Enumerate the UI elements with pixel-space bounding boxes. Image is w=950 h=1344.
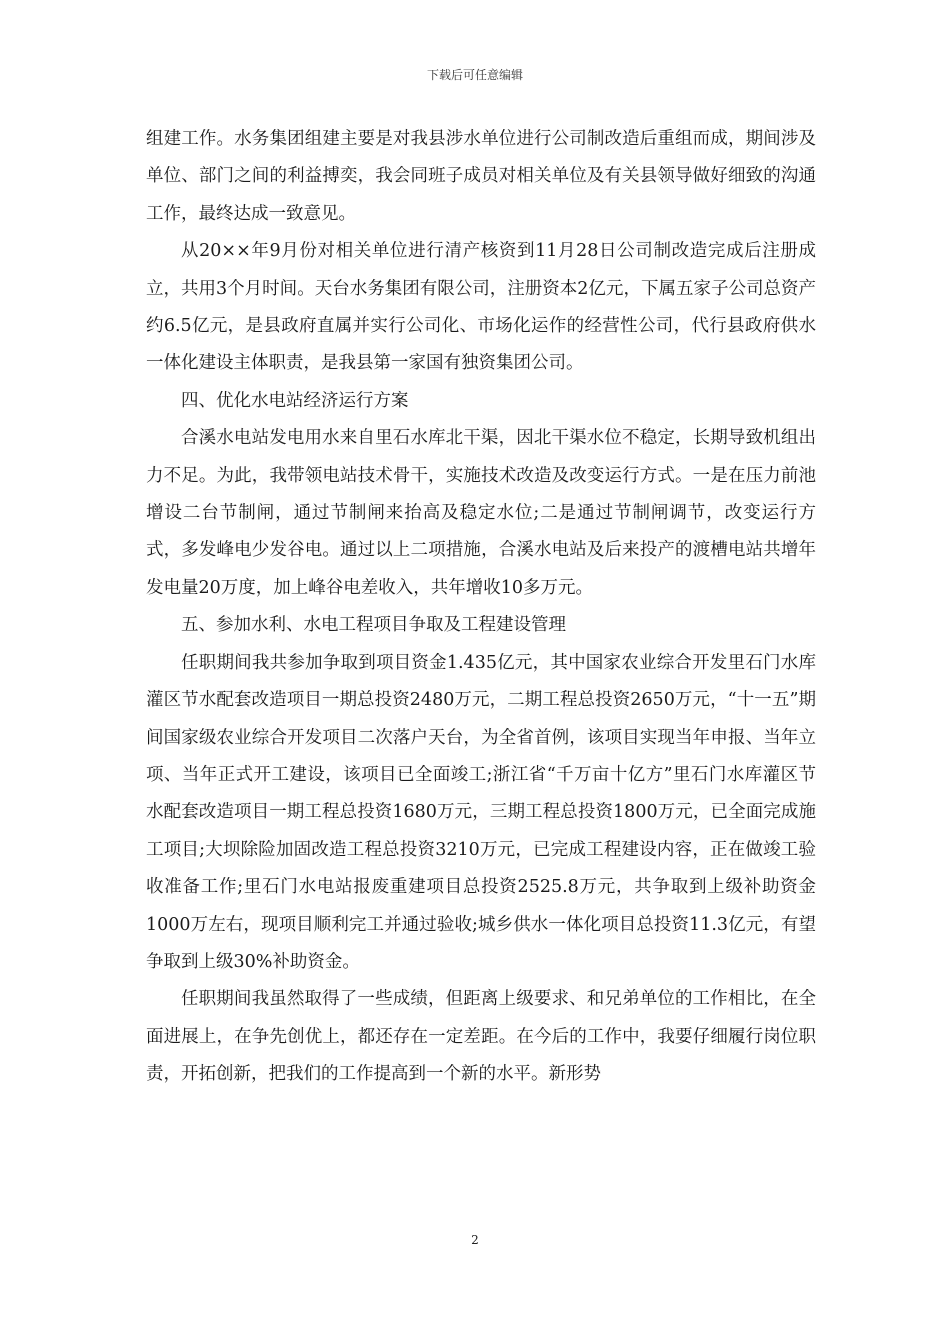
section-heading-five: 五、参加水利、水电工程项目争取及工程建设管理 [181, 615, 566, 636]
section-heading-four: 四、优化水电站经济运行方案 [181, 390, 409, 411]
paragraph-registration: 从20××年9月份对相关单位进行清产核资到11月28日公司制改造完成后注册成立，共用3个月时间。天台水务集团有限公司，注册资本2亿元，下属五家子公司总资产约6.5亿元，是县政府直属并实行公司化、市场化运作的经营性公司，代行县政府供水一体化建设主体职责，是我县第一家国有独资集团公司。 [146, 241, 816, 374]
paragraph-projects: 任职期间我共参加争取到项目资金1.435亿元，其中国家农业综合开发里石门水库灌区节水配套改造项目一期总投资2480万元，二期工程总投资2650万元，“十一五”期间国家级农业综合开发项目二次落户天台，为全省首例，该项目实现当年申报、当年立项、当年正式开工建设，该项目已全面竣工;浙江省“千万亩十亿方”里石门水库灌区节水配套改造项目一期工程总投资1680万元，三期工程总投资1800万元，已全面完成施工项目;大坝除险加固改造工程总投资3210万元，已完成工程建设内容，正在做竣工验收准备工作;里石门水电站报废重建项目总投资2525.8万元，共争取到上级补助资金1000万左右，现项目顺利完工并通过验收;城乡供水一体化项目总投资11.3亿元，有望争取到上级30%补助资金。 [146, 652, 816, 972]
paragraph-hydropower: 合溪水电站发电用水来自里石水库北干渠，因北干渠水位不稳定，长期导致机组出力不足。为此，我带领电站技术骨干，实施技术改造及改变运行方式。一是在压力前池增设二台节制闸，通过节制闸来抬高及稳定水位;二是通过节制闸调节，改变运行方式，多发峰电少发谷电。通过以上二项措施，合溪水电站及后来投产的渡槽电站共增年发电量20万度，加上峰谷电差收入，共年增收10多万元。 [146, 428, 816, 598]
paragraph-summary: 任职期间我虽然取得了一些成绩，但距离上级要求、和兄弟单位的工作相比，在全面进展上，在争先创优上，都还存在一定差距。在今后的工作中，我要仔细履行岗位职责，开拓创新，把我们的工作提高到一个新的水平。新形势 [146, 989, 816, 1085]
paragraph-continuation: 组建工作。水务集团组建主要是对我县涉水单位进行公司制改造后重组而成，期间涉及单位、部门之间的利益搏奕，我会同班子成员对相关单位及有关县领导做好细致的沟通工作，最终达成一致意见。 [146, 129, 816, 224]
page-header: 下载后可任意编辑 [426, 68, 523, 82]
page-number: 2 [471, 1233, 479, 1247]
document-body [146, 121, 816, 1094]
